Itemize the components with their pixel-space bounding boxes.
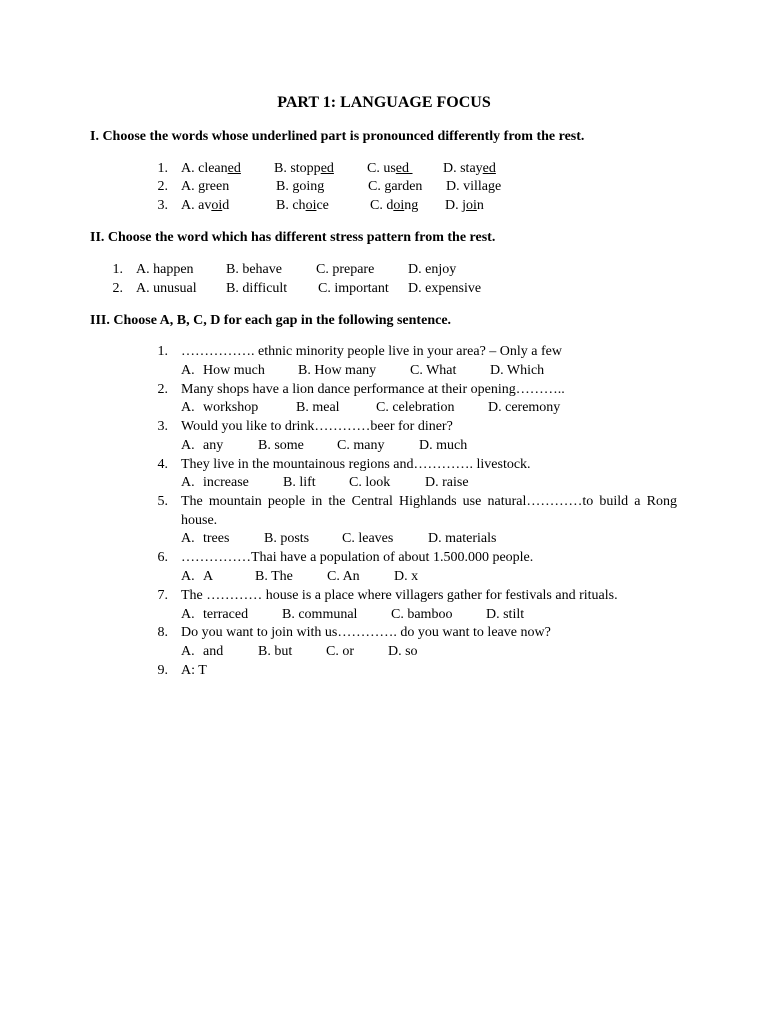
question-number: 8.	[157, 625, 168, 640]
option-a: A. unusual	[136, 281, 197, 296]
option-c: C. leaves	[342, 531, 394, 546]
option-c: C. garden	[368, 179, 423, 194]
option-d: D. so	[388, 644, 418, 659]
question-text: ……………Thai have a population of about 1.500.000 people.	[181, 550, 534, 565]
option-a: trees	[203, 531, 230, 546]
option-d: D. raise	[425, 475, 469, 490]
question-text-continued: house.	[181, 513, 218, 528]
option-c: C. many	[337, 438, 385, 453]
page-title: PART 1: LANGUAGE FOCUS	[277, 94, 491, 111]
question-text: The ………… house is a place where villagers gather for festivals and rituals.	[181, 588, 618, 603]
option-d: D. ceremony	[488, 400, 561, 415]
option-a: A. cleaned	[181, 161, 241, 176]
question-text: ……………. ethnic minority people live in your area? – Only a few	[181, 344, 563, 359]
option-c: C. look	[349, 475, 391, 490]
question-number: 2.	[157, 382, 168, 397]
option-c: C. prepare	[316, 262, 375, 277]
question-number: 1.	[157, 344, 168, 359]
item-number: 1.	[157, 161, 168, 176]
option-d: D. stayed	[443, 161, 496, 176]
option-a: How much	[203, 363, 265, 378]
option-a-letter: A.	[181, 569, 195, 584]
item-number: 2.	[157, 179, 168, 194]
option-b: B. but	[258, 644, 293, 659]
option-d: D. enjoy	[408, 262, 457, 277]
section2-heading: II. Choose the word which has different stress pattern from the rest.	[90, 230, 496, 245]
option-a: A	[203, 569, 214, 584]
option-d: D. materials	[428, 531, 497, 546]
option-b: B. stopped	[274, 161, 334, 176]
question-number: 3.	[157, 419, 168, 434]
section3-heading: III. Choose A, B, C, D for each gap in the following sentence.	[90, 313, 452, 328]
option-c: C. What	[410, 363, 457, 378]
option-d: D. join	[445, 198, 484, 213]
option-a: terraced	[203, 607, 249, 622]
option-a-letter: A.	[181, 475, 195, 490]
option-a: and	[203, 644, 224, 659]
option-a: workshop	[203, 400, 259, 415]
option-c: C. doing	[370, 198, 419, 213]
option-c: C. important	[318, 281, 389, 296]
option-d: D. Which	[490, 363, 545, 378]
option-d: D. village	[446, 179, 502, 194]
option-b: B. communal	[282, 607, 358, 622]
item-number: 1.	[112, 262, 123, 277]
option-c: C. used	[367, 161, 413, 176]
option-a-letter: A.	[181, 607, 195, 622]
option-b: B. behave	[226, 262, 282, 277]
option-a-letter: A.	[181, 438, 195, 453]
option-a: any	[203, 438, 224, 453]
option-b: B. some	[258, 438, 304, 453]
option-a-letter: A.	[181, 400, 195, 415]
option-a: A. happen	[136, 262, 194, 277]
option-a: A. avoid	[181, 198, 230, 213]
question-number: 4.	[157, 457, 168, 472]
option-b: B. going	[276, 179, 325, 194]
option-a-letter: A.	[181, 531, 195, 546]
question-number: 7.	[157, 588, 168, 603]
option-c: C. or	[326, 644, 354, 659]
option-d: D. much	[419, 438, 468, 453]
option-a-letter: A.	[181, 363, 195, 378]
option-a: A. green	[181, 179, 230, 194]
question-number: 6.	[157, 550, 168, 565]
question-text: A: T	[181, 663, 207, 678]
option-b: B. posts	[264, 531, 310, 546]
item-number: 3.	[157, 198, 168, 213]
option-b: B. How many	[298, 363, 377, 378]
question-text: Would you like to drink…………beer for diner?	[181, 419, 453, 434]
option-c: C. celebration	[376, 400, 455, 415]
question-number: 9.	[157, 663, 168, 678]
question-text: They live in the mountainous regions and…………. livestock.	[181, 457, 531, 472]
item-number: 2.	[112, 281, 123, 296]
option-b: B. difficult	[226, 281, 288, 296]
option-d: D. x	[394, 569, 419, 584]
section1-heading: I. Choose the words whose underlined part is pronounced differently from the rest.	[90, 129, 585, 144]
option-b: B. The	[255, 569, 293, 584]
option-b: B. meal	[296, 400, 340, 415]
option-b: B. lift	[283, 475, 316, 490]
option-d: D. expensive	[408, 281, 482, 296]
option-c: C. An	[327, 569, 360, 584]
option-c: C. bamboo	[391, 607, 453, 622]
option-a: increase	[203, 475, 249, 490]
option-d: D. stilt	[486, 607, 525, 622]
question-text: The mountain people in the Central Highlands use natural…………to build a Rong	[181, 494, 677, 509]
question-number: 5.	[157, 494, 168, 509]
question-text: Do you want to join with us…………. do you want to leave now?	[181, 625, 551, 640]
question-text: Many shops have a lion dance performance at their opening………..	[181, 382, 565, 397]
option-b: B. choice	[276, 198, 329, 213]
option-a-letter: A.	[181, 644, 195, 659]
